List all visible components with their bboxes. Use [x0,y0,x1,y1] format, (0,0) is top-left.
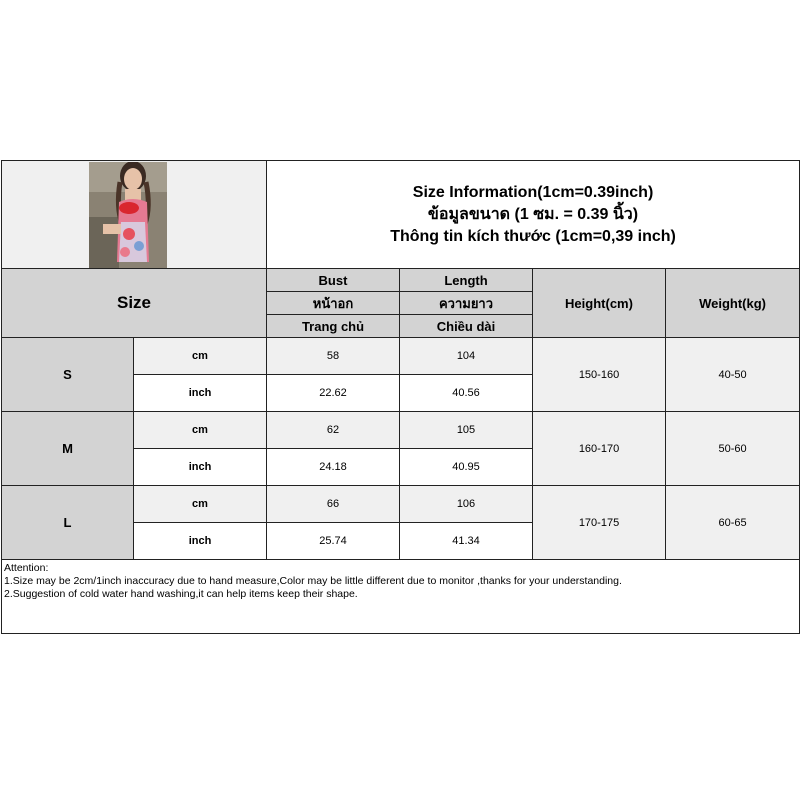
size-table [1,160,800,634]
unit-inch: inch [134,449,267,486]
product-photo-cell [2,161,267,269]
notes-line-1: 1.Size may be 2cm/1inch inaccuracy due to hand measure,Color may be little different due to monitor ,thanks for your understanding. [4,575,622,587]
bust-header-en: Bust [267,269,400,292]
size-label-l: L [2,486,134,560]
attention-notes [2,560,800,634]
length-cm-value: 105 [400,412,533,449]
size-label-s: S [2,338,134,412]
unit-inch: inch [134,375,267,412]
length-header-th: ความยาว [400,292,533,315]
length-header-vi: Chiều dài [400,315,533,338]
size-label-m: M [2,412,134,486]
size-chart [0,160,800,641]
size-information-title [267,161,800,269]
length-header-en: Length [400,269,533,292]
bust-cm-value: 58 [267,338,400,375]
length-cm-value: 104 [400,338,533,375]
unit-cm: cm [134,486,267,523]
weight-value: 40-50 [666,338,800,412]
bust-inch-value: 25.74 [267,523,400,560]
product-photo [89,162,167,268]
title-thai: ข้อมูลขนาด (1 ซม. = 0.39 นิ้ว) [427,205,639,223]
title-vietnamese: Thông tin kích thước (1cm=0,39 inch) [390,227,676,245]
table-row [2,486,800,523]
unit-inch: inch [134,523,267,560]
notes-line-2: 2.Suggestion of cold water hand washing,it can help items keep their shape. [4,588,358,600]
length-inch-value: 41.34 [400,523,533,560]
length-cm-value: 106 [400,486,533,523]
table-row [2,412,800,449]
size-header: Size [2,269,267,338]
notes-heading: Attention: [4,562,49,574]
unit-cm: cm [134,338,267,375]
bust-cm-value: 62 [267,412,400,449]
bust-inch-value: 24.18 [267,449,400,486]
bust-header-th: หน้าอก [267,292,400,315]
bust-cm-value: 66 [267,486,400,523]
weight-value: 50-60 [666,412,800,486]
height-header: Height(cm) [533,269,666,338]
weight-header: Weight(kg) [666,269,800,338]
bust-header-vi: Trang chủ [267,315,400,338]
height-value: 170-175 [533,486,666,560]
length-inch-value: 40.95 [400,449,533,486]
weight-value: 60-65 [666,486,800,560]
length-inch-value: 40.56 [400,375,533,412]
unit-cm: cm [134,412,267,449]
table-row [2,338,800,375]
bust-inch-value: 22.62 [267,375,400,412]
height-value: 160-170 [533,412,666,486]
height-value: 150-160 [533,338,666,412]
title-english: Size Information(1cm=0.39inch) [412,183,654,201]
